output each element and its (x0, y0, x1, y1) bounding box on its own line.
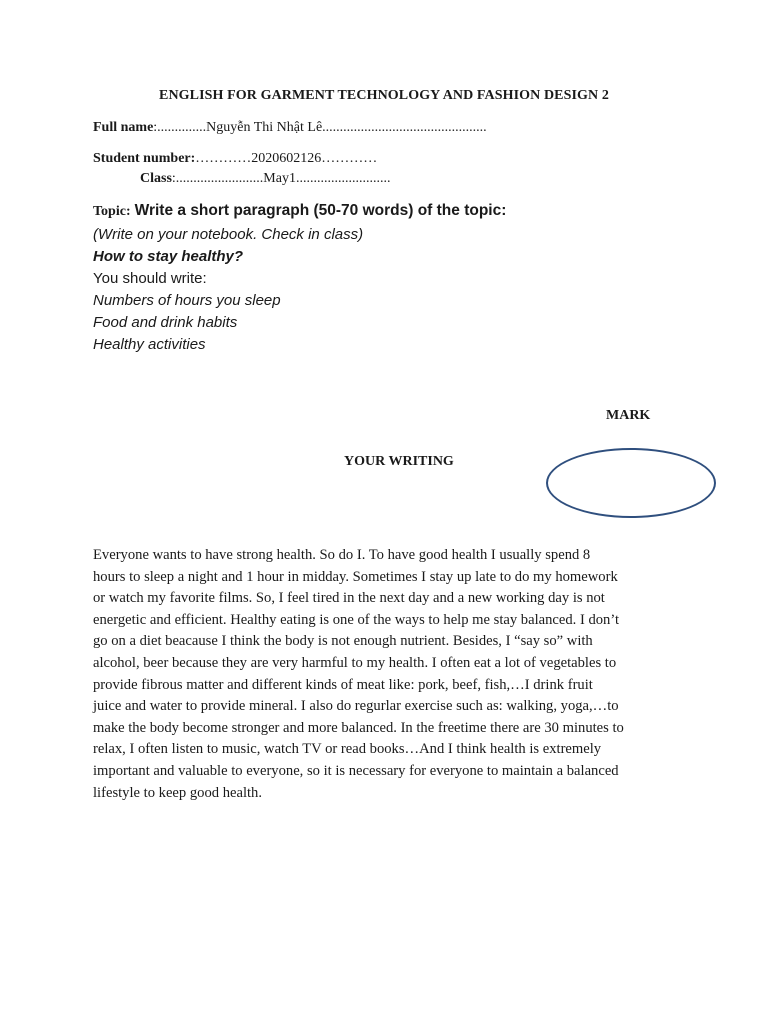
essay-line: lifestyle to keep good health. (93, 784, 262, 801)
essay-line: relax, I often listen to music, watch TV or read books…And I think health is extremely (93, 741, 602, 758)
essay-line: provide fibrous matter and different kinds of meat like: pork, beef, fish,…I drink fruit (93, 676, 593, 693)
topic-question: How to stay healthy? (93, 248, 244, 265)
full-name-value: :..............Nguyễn Thi Nhật Lê............................................... (153, 120, 487, 135)
topic-text: Write a short paragraph (50-70 words) of the topic: (134, 202, 507, 219)
essay-line: or watch my favorite films. So, I feel tired in the next day and a new working day is not (93, 590, 605, 607)
class-field (140, 171, 390, 187)
essay-line: make the body become stronger and more balanced. In the freetime there are 30 minutes to (93, 719, 624, 736)
full-name-field (93, 120, 487, 136)
essay-line: Everyone wants to have strong health. So do I. To have good health I usually spend 8 (93, 547, 591, 563)
topic-label: Topic: (93, 204, 131, 219)
student-number-label: Student number: (93, 151, 196, 166)
essay-line: go on a diet beacause I think the body is not enough nutrient. Besides, I “say so” with (93, 633, 593, 650)
essay-line: hours to sleep a night and 1 hour in midday. Sometimes I stay up late to do my homework (93, 568, 618, 585)
topic-line (93, 202, 506, 220)
mark-oval (546, 448, 716, 518)
class-label: Class (140, 171, 172, 186)
essay-line: juice and water to provide mineral. I also do regurlar exercise such as: walking, yoga,…to (93, 698, 619, 715)
student-number-value: …………2020602126………… (195, 151, 378, 166)
topic-point: Numbers of hours you sleep (93, 292, 281, 309)
document-title: ENGLISH FOR GARMENT TECHNOLOGY AND FASHION DESIGN 2 (159, 88, 609, 103)
essay-line: energetic and efficient. Healthy eating is one of the ways to help me stay balanced. I don’t (93, 611, 620, 628)
class-value: :.........................May1........................... (171, 171, 391, 186)
topic-point: Healthy activities (93, 336, 206, 353)
full-name-label: Full name (93, 120, 154, 135)
mark-label: MARK (606, 408, 651, 423)
essay-paragraph (93, 545, 713, 804)
should-write-label: You should write: (93, 270, 207, 287)
essay-line: important and valuable to everyone, so it is necessary for everyone to maintain a balanced (93, 762, 619, 779)
writing-heading: YOUR WRITING (344, 454, 454, 469)
topic-point: Food and drink habits (93, 314, 238, 331)
topic-instruction: (Write on your notebook. Check in class) (93, 226, 364, 243)
essay-line: alcohol, beer because they are very harmful to my health. I often eat a lot of vegetables to (93, 654, 617, 671)
student-number-field (93, 151, 377, 167)
